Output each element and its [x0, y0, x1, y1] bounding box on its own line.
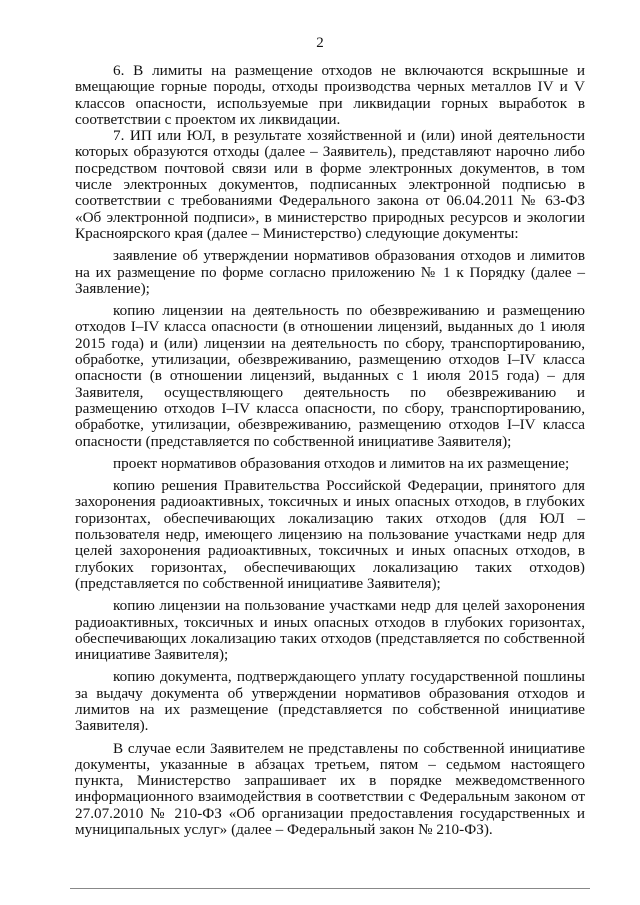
page-number: 2	[316, 35, 324, 51]
paragraph-subsoil-license: копию лицензии на пользование участками недр для целей захоронения радиоактивных, токсичных и иных опасных отходов в глубоких горизонтах, обеспечивающих локализацию таких отходов (представляется по собственной инициативе Заявителя);	[75, 597, 585, 664]
paragraph-interagency-request: В случае если Заявителем не представлены по собственной инициативе документы, указанные в абзацах третьем, пятом – седьмом настоящего пункта, Министерство запрашивает их в порядке межведомственного информационного взаимодействия в соответствии с Федеральным законом от 27.07.2010 № 210-ФЗ «Об организации предоставления государственных и муниципальных услуг» (далее – Федеральный закон № 210-ФЗ).	[75, 739, 585, 839]
paragraph-item-6: 6. В лимиты на размещение отходов не включаются вскрышные и вмещающие горные породы, отходы производства черных металлов IV и V классов опасности, используемые при ликвидации горных выработок в соответствии с проектом их ликвидации.	[75, 62, 585, 128]
paragraph-draft-norms: проект нормативов образования отходов и лимитов на их размещение;	[113, 454, 570, 472]
bottom-rule	[70, 888, 590, 889]
paragraph-government-decision: копию решения Правительства Российской Федерации, принятого для захоронения радиоактивных, токсичных и иных опасных отходов, в глубоких горизонтах, обеспечивающих локализацию таких отходов (для ЮЛ – пользователя недр, имеющего лицензию на пользование участками недр для целей захоронения радиоактивных, токсичных и иных опасных отходов, в глубоких горизонтах, обеспечивающих локализацию таких отходов) (представляется по собственной инициативе Заявителя);	[75, 477, 585, 592]
document-body	[75, 63, 585, 838]
paragraph-state-fee: копию документа, подтверждающего уплату государственной пошлины за выдачу документа об утверждении нормативов образования отходов и лимитов на их размещение (представляется по собственной инициативе Заявителя).	[75, 668, 585, 735]
paragraph-item-7: 7. ИП или ЮЛ, в результате хозяйственной и (или) иной деятельности которых образуются отходы (далее – Заявитель), представляют нарочно либо посредством почтовой связи или в форме электронных документов, в том числе электронных документов, подписанных электронной подписью в соответствии с требованиями Федерального закона от 06.04.2011 № 63-ФЗ «Об электронной подписи», в министерство природных ресурсов и экологии Красноярского края (далее – Министерство) следующие документы:	[75, 127, 585, 242]
paragraph-application: заявление об утверждении нормативов образования отходов и лимитов на их размещение по форме согласно приложению № 1 к Порядку (далее – Заявление);	[75, 247, 585, 297]
paragraph-license-copy: копию лицензии на деятельность по обезвреживанию и размещению отходов I–IV класса опасности (в отношении лицензий, выданных до 1 июля 2015 года) и (или) лицензии на деятельность по сбору, транспортированию, обработке, утилизации, обезвреживанию, размещению отходов I–IV класса опасности (в отношении лицензий, выданных с 1 июля 2015 года) – для Заявителя, осуществляющего деятельность по обезвреживанию и размещению отходов I–IV класса опасности, по сбору, транспортированию, обработке, утилизации, обезвреживанию, размещению отходов I–IV класса опасности (представляется по собственной инициативе Заявителя);	[75, 302, 585, 450]
